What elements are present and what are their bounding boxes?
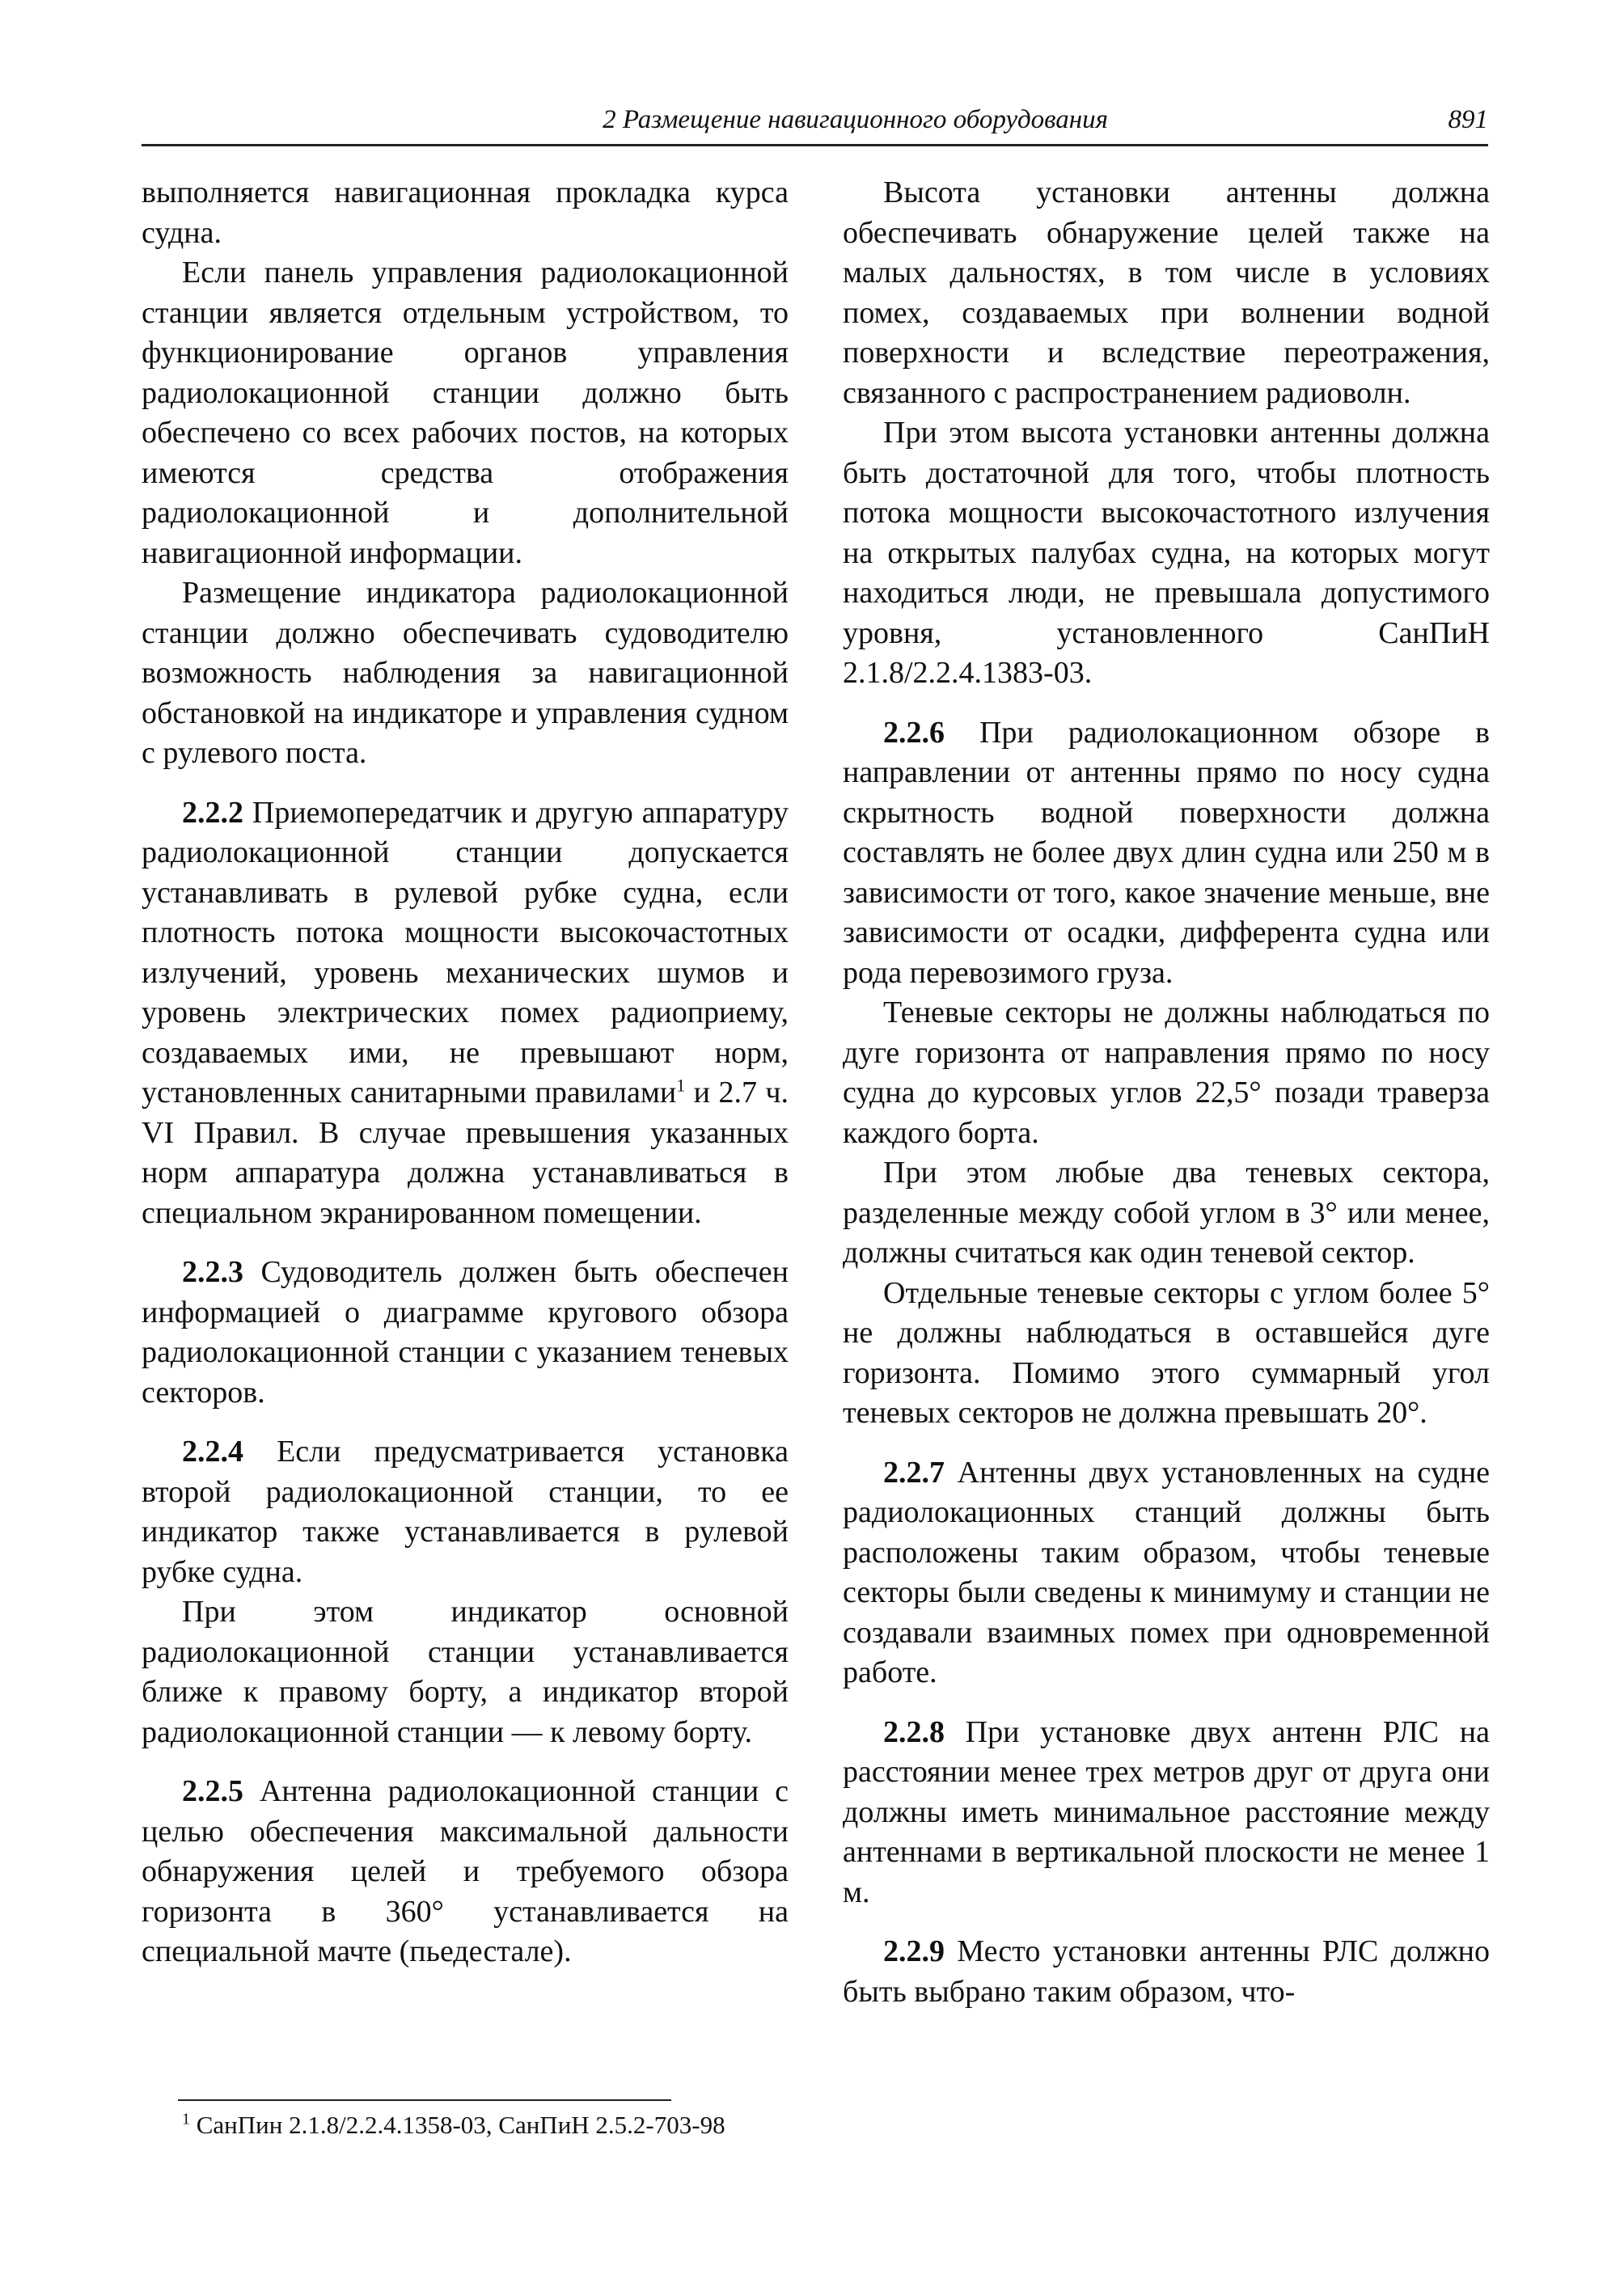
section-2-2-2: 2.2.2 Приемопередатчик и другую аппаратуру радиолокационной станции допускается устанавливать в рулевой рубке судна, если плотность потока мощности высокочастотных излучений, уровень механических шумов и уровень электрических помех радиоприему, создаваемых ими, не превышают норм, установленных санитарными правилами$^1$ и 2.7 ч. VI Правил. В случае превышения указанных норм аппаратура должна устанавливаться в специальном экранированном помещении. [142, 795, 789, 1230]
paragraph: Отдельные теневые секторы с углом более 5° не должны наблюдаться в оставшейся дуге горизонта. Помимо этого суммарный угол теневых секторов не должна превышать 20°. [843, 1275, 1490, 1430]
right-column [843, 173, 1490, 2012]
paragraph: При этом любые два теневых сектора, разделенные между собой углом в 3° или менее, должны считаться как один теневой сектор. [843, 1156, 1490, 1270]
left-column [142, 173, 789, 1972]
footnote-number: 1 [182, 2110, 190, 2128]
section-2-2-7: 2.2.7 Антенны двух установленных на судне радиолокационных станций должны быть расположены таким образом, чтобы теневые секторы были сведены к минимуму и станции не создавали взаимных помех при одновременной работе. [843, 1455, 1490, 1689]
section-2-2-8: 2.2.8 При установке двух антенн РЛС на расстоянии менее трех метров друг от друга они должны иметь минимальное расстояние между антеннами в вертикальной плоскости не менее 1 м. [843, 1714, 1490, 1909]
section-2-2-9: 2.2.9 Место установки антенны РЛС должно быть выбрано таким образом, что- [843, 1934, 1491, 2009]
footnote-divider [178, 2099, 671, 2101]
section-number: 2.2.8 [883, 1714, 945, 1749]
section-2-2-4: 2.2.4 Если предусматривается установка второй радиолокационной станции, то ее индикатор также устанавливается в рулевой рубке судна. [142, 1435, 789, 1589]
footnote-text: СанПин 2.1.8/2.2.4.1358-03, СанПиН 2.5.2-703-98 [196, 2111, 725, 2139]
paragraph: Размещение индикатора радиолокационной станции должно обеспечивать судоводителю возможность наблюдения за навигационной обстановкой на индикаторе и управления судном с рулевого поста. [142, 576, 789, 770]
page-header [142, 104, 1488, 146]
section-number: 2.2.5 [182, 1774, 243, 1808]
paragraph: Теневые секторы не должны наблюдаться по дуге горизонта от направления прямо по носу судна до курсовых углов 22,5° позади траверза каждого борта. [843, 995, 1490, 1150]
paragraph: Высота установки антенны должна обеспечивать обнаружение целей также на малых дальностях, в том числе в условиях помех, создаваемых при волнении водной поверхности и вследствие переотражения, связанного с распространением радиоволн. [843, 175, 1490, 410]
section-2-2-5: 2.2.5 Антенна радиолокационной станции с целью обеспечения максимальной дальности обнаружения целей и требуемого обзора горизонта в 360° устанавливается на специальной мачте (пьедестале). [142, 1774, 789, 1968]
footnote [182, 2109, 813, 2141]
section-2-2-3: 2.2.3 Судоводитель должен быть обеспечен информацией о диаграмме кругового обзора радиолокационной станции с указанием теневых секторов. [142, 1255, 789, 1410]
section-number: 2.2.9 [883, 1934, 945, 1968]
paragraph: Если панель управления радиолокационной станции является отдельным устройством, то функционирование органов управления радиолокационной станции должно быть обеспечено со всех рабочих постов, на которых имеются средства отображения радиолокационной и дополнительной навигационной информации. [142, 256, 789, 570]
page-number: 891 [1448, 105, 1488, 134]
section-number: 2.2.3 [182, 1255, 243, 1289]
section-number: 2.2.4 [182, 1435, 243, 1469]
section-number: 2.2.2 [182, 795, 243, 830]
running-title: 2 Размещение навигационного оборудования [603, 105, 1108, 134]
section-2-2-6: 2.2.6 При радиолокационном обзоре в направлении от антенны прямо по носу судна скрытность водной поверхности должна составлять не более двух длин судна или 250 м в зависимости от того, какое значение меньше, вне зависимости от осадки, дифферента судна или рода перевозимого груза. [843, 715, 1490, 990]
paragraph: При этом индикатор основной радиолокационной станции устанавливается ближе к правому борту, а индикатор второй радиолокационной станции — к левому борту. [142, 1595, 789, 1749]
section-number: 2.2.6 [883, 715, 945, 750]
paragraph-continued: выполняется навигационная прокладка курса судна. [142, 175, 789, 250]
footnote-marker: 1 [676, 1075, 686, 1096]
paragraph: При этом высота установки антенны должна быть достаточной для того, чтобы плотность потока мощности высокочастотного излучения на открытых палубах судна, на которых могут находиться люди, не превышала допустимого уровня, установленного СанПиН 2.1.8/2.2.4.1383-03. [843, 416, 1490, 690]
section-number: 2.2.7 [883, 1455, 945, 1490]
